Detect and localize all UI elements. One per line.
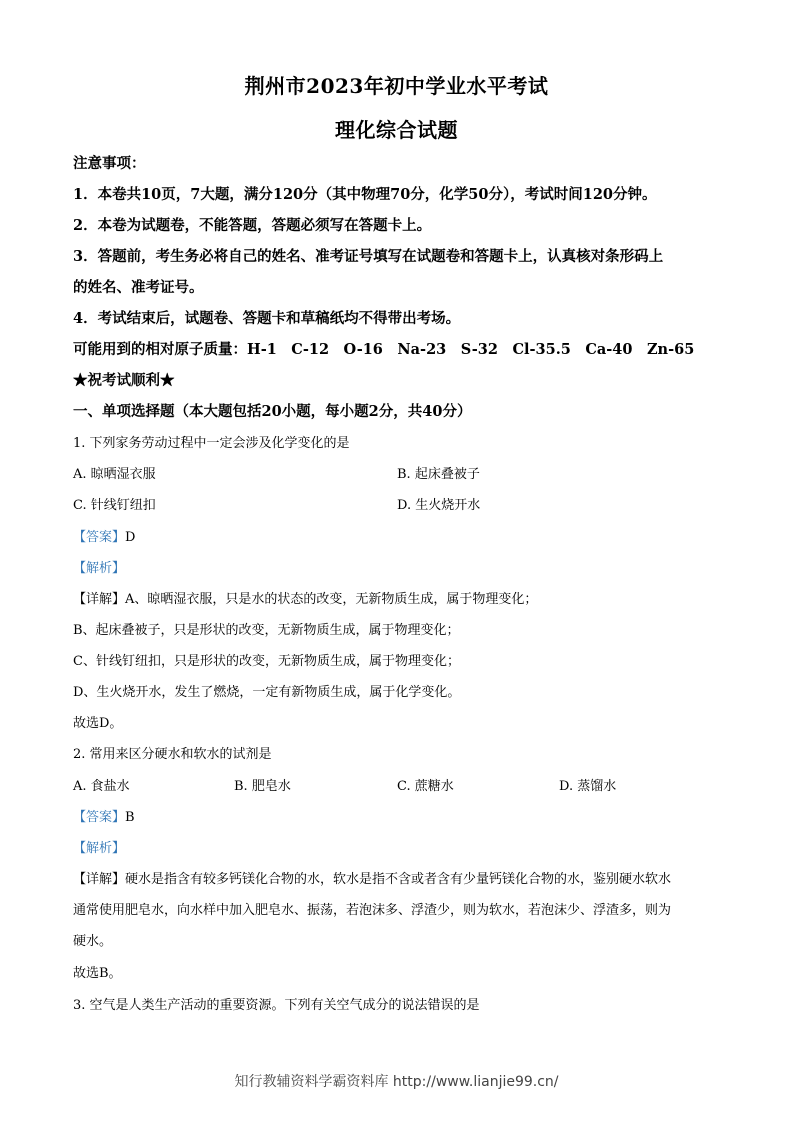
question-1-option-a: A. 晾晒湿衣服 [73,467,156,482]
notes-item-4: 4．考试结束后，试题卷、答题卡和草稿纸均不得带出考场。 [73,310,461,327]
answer-tag: 【答案】 [73,530,126,545]
detail-text: 硬水是指含有较多钙镁化合物的水，软水是指不含或者含有少量钙镁化合物的水，鉴别硬水软水 [125,872,672,887]
question-1-conclusion: 故选D。 [73,716,123,731]
detail-tag: 【详解】 [73,872,126,887]
question-2-detail-line-2: 通常使用肥皂水，向水样中加入肥皂水、振荡，若泡沫多、浮渣少，则为软水，若泡沫少、浮渣多，则为 [73,903,672,918]
question-2-option-c: C. 蔗糖水 [397,779,454,794]
exam-title: 荆州市2023年初中学业水平考试 [244,74,549,98]
question-2-answer [73,806,135,825]
footer-watermark: 知行教辅资料学霸资料库 http://www.lianjie99.cn/ [234,1074,559,1090]
question-1-answer [73,526,135,545]
question-1-detail-line-4: D、生火烧开水，发生了燃烧，一定有新物质生成，属于化学变化。 [73,685,461,700]
detail-text: A、晾晒湿衣服，只是水的状态的改变，无新物质生成，属于物理变化； [125,592,538,607]
question-1-detail-line-3: C、针线钉纽扣，只是形状的改变，无新物质生成，属于物理变化； [73,654,460,669]
question-1-option-c: C. 针线钉纽扣 [73,498,156,513]
wish-line: ★祝考试顺利★ [73,372,175,389]
notes-item-1: 1．本卷共10页，7大题，满分120分（其中物理70分，化学50分），考试时间120分钟。 [73,186,657,203]
question-1-option-d: D. 生火烧开水 [397,498,481,513]
question-2-stem: 2. 常用来区分硬水和软水的试剂是 [73,747,272,762]
question-1-option-b: B. 起床叠被子 [397,467,480,482]
exam-subtitle: 理化综合试题 [335,118,458,142]
question-1-stem: 1. 下列家务劳动过程中一定会涉及化学变化的是 [73,436,350,451]
question-1-detail-line-2: B、起床叠被子，只是形状的改变，无新物质生成，属于物理变化； [73,623,460,638]
notes-item-3-line-1: 3．答题前，考生务必将自己的姓名、准考证号填写在试题卷和答题卡上，认真核对条形码上 [73,248,664,265]
detail-tag: 【详解】 [73,592,126,607]
question-2-option-a: A. 食盐水 [73,779,130,794]
question-1-detail-line-1 [73,588,537,607]
question-2-detail-line-3: 硬水。 [73,934,113,949]
question-2-detail-line-1 [73,868,671,887]
question-3-stem: 3. 空气是人类生产活动的重要资源。下列有关空气成分的说法错误的是 [73,998,480,1013]
question-2-option-b: B. 肥皂水 [234,779,291,794]
question-2-analysis-tag: 【解析】 [73,841,126,856]
notes-item-3-line-2: 的姓名、准考证号。 [73,279,204,296]
question-2-option-d: D. 蒸馏水 [559,779,617,794]
atomic-masses: 可能用到的相对原子质量：H-1 C-12 O-16 Na-23 S-32 Cl-35.5 Ca-40 Zn-65 [73,341,695,358]
question-1-analysis-tag: 【解析】 [73,561,126,576]
answer-tag: 【答案】 [73,810,126,825]
notes-item-2: 2．本卷为试题卷，不能答题，答题必须写在答题卡上。 [73,217,432,234]
section-heading: 一、单项选择题（本大题包括20小题，每小题2分，共40分） [73,403,472,420]
notes-heading: 注意事项： [73,155,146,172]
question-2-conclusion: 故选B。 [73,966,122,981]
answer-value: B [125,810,135,825]
answer-value: D [125,530,136,545]
